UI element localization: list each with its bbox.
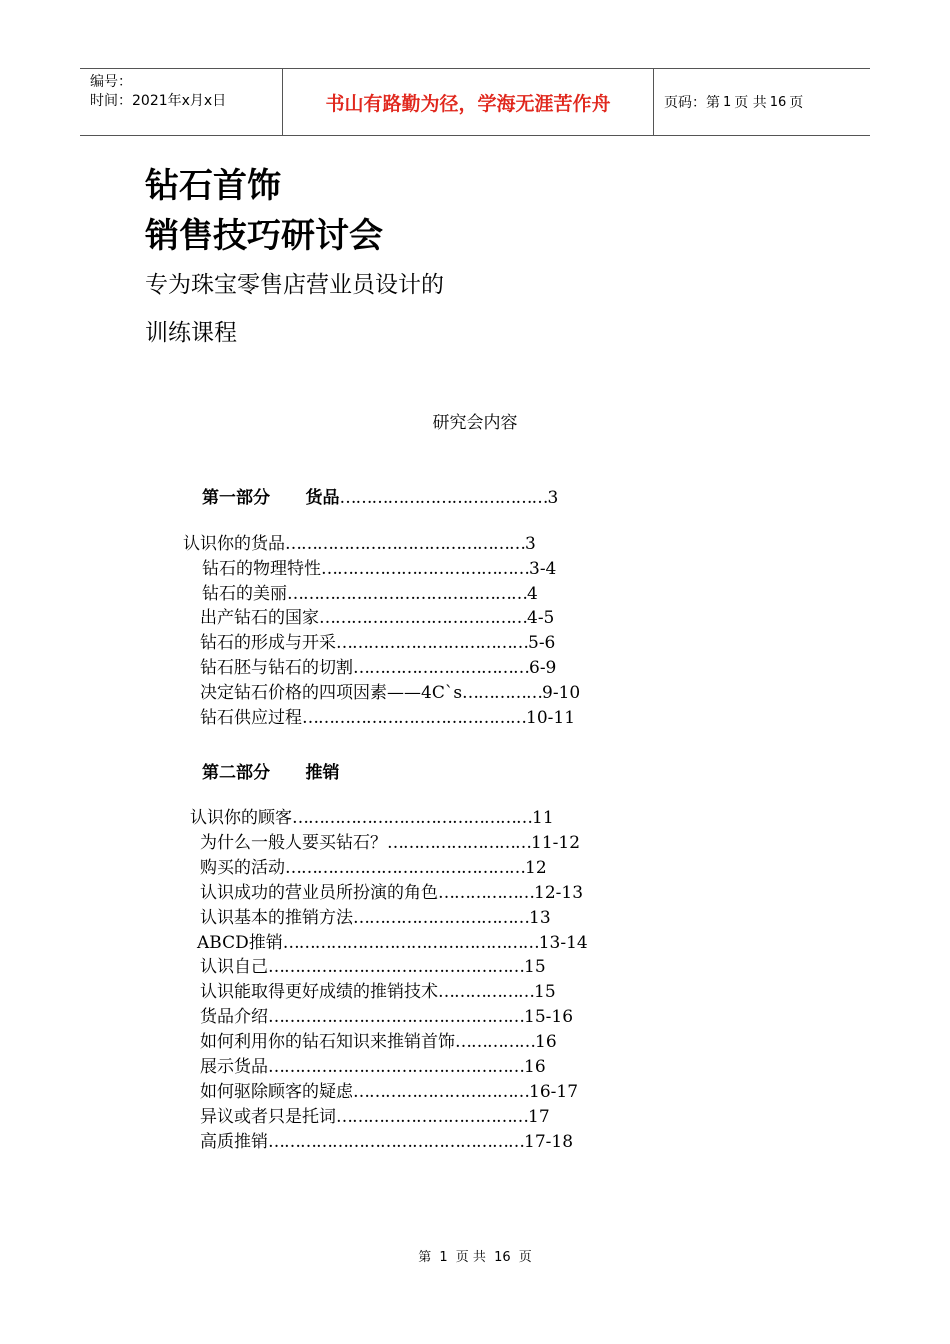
toc-entry-dots: …………………………… bbox=[353, 658, 529, 678]
toc-entry-dots: ………………………………………… bbox=[268, 1007, 524, 1028]
toc-entry bbox=[200, 980, 556, 1004]
toc-entry-dots: ……………………………………… bbox=[292, 808, 532, 828]
toc-entry-page: 3-4 bbox=[529, 558, 557, 579]
title-line-2: 销售技巧研讨会 bbox=[145, 216, 383, 256]
page-current: 1 bbox=[723, 94, 732, 110]
time-label: 时间：2021年x月x日 bbox=[90, 93, 227, 109]
toc-entry-dots: ………………………………… bbox=[321, 558, 529, 579]
toc-entry-text: 认识自己 bbox=[200, 957, 268, 978]
toc-entry-text: 决定钻石价格的四项因素——4C`s bbox=[200, 682, 463, 703]
toc-entry-text: 认识基本的推销方法 bbox=[200, 907, 353, 928]
toc-entry bbox=[200, 606, 554, 630]
toc-entry bbox=[200, 881, 583, 905]
toc-entry-dots: ……………… bbox=[438, 982, 534, 1003]
toc-entry bbox=[200, 1030, 557, 1054]
toc-part-1 bbox=[202, 483, 558, 508]
part-2-label: 第二部分 推销 bbox=[202, 763, 340, 783]
toc-entry-text: 认识能取得更好成绩的推销技术 bbox=[200, 982, 438, 1003]
toc-entry-dots: …………………………… bbox=[353, 1081, 529, 1102]
toc-entry bbox=[200, 681, 580, 705]
toc-entry-text: 钻石胚与钻石的切割 bbox=[200, 658, 353, 678]
toc-entry-dots: ……………………………………… bbox=[285, 857, 525, 878]
toc-entry-dots: …………………………………… bbox=[302, 707, 526, 728]
toc-entry bbox=[200, 1105, 550, 1129]
toc-entry-text: 如何利用你的钻石知识来推销首饰 bbox=[200, 1032, 455, 1053]
toc-entry-dots: ……………………………… bbox=[336, 633, 528, 654]
page-mid: 页 共 bbox=[734, 95, 767, 111]
toc-entry-page: 16 bbox=[535, 1032, 557, 1053]
footer-total: 16 bbox=[494, 1250, 511, 1265]
toc-entry-text: 购买的活动 bbox=[200, 857, 285, 878]
toc-entry-text: 认识你的货品 bbox=[183, 534, 285, 554]
toc-entry-page: 4-5 bbox=[527, 608, 555, 629]
toc-entry-dots: ……………………… bbox=[387, 832, 531, 853]
footer-suffix: 页 bbox=[518, 1250, 532, 1265]
toc-entry-page: 13-14 bbox=[538, 932, 588, 953]
footer-mid: 页 共 bbox=[455, 1250, 486, 1265]
toc-entry-text: 展示货品 bbox=[200, 1057, 268, 1077]
toc-entry bbox=[200, 831, 580, 855]
toc-entry-text: 如何驱除顾客的疑虑 bbox=[200, 1081, 353, 1102]
toc-entry-dots: …………………………… bbox=[353, 907, 529, 928]
toc-entry bbox=[200, 631, 555, 655]
header-meta bbox=[80, 69, 282, 135]
header-page-info bbox=[654, 69, 870, 135]
toc-entry-text: 钻石的美丽 bbox=[202, 583, 287, 604]
toc-entry bbox=[200, 706, 575, 730]
toc-entry bbox=[200, 1005, 573, 1029]
toc-part-2 bbox=[202, 758, 340, 783]
toc-entry-dots: ……………………………………… bbox=[285, 534, 525, 554]
toc-entry-page: 4 bbox=[527, 583, 538, 604]
toc-entry bbox=[200, 1080, 578, 1104]
toc-entry-page: 11 bbox=[532, 808, 554, 828]
toc-entry bbox=[200, 1055, 546, 1079]
toc-entry bbox=[190, 806, 554, 830]
toc-entry-page: 16 bbox=[524, 1057, 546, 1077]
toc-entry-dots: ………………………………… bbox=[319, 608, 527, 629]
toc-entry-text: 货品介绍 bbox=[200, 1007, 268, 1028]
toc-entry-page: 16-17 bbox=[529, 1081, 579, 1102]
page-footer bbox=[0, 1246, 950, 1265]
toc-entry bbox=[200, 656, 556, 680]
page-prefix: 页码：第 bbox=[664, 95, 720, 111]
toc-entry-page: 10-11 bbox=[526, 707, 576, 728]
toc-entry-page: 12-13 bbox=[534, 882, 584, 903]
toc-entry-dots: ………………………………………… bbox=[268, 1057, 524, 1077]
title-line-1: 钻石首饰 bbox=[145, 166, 281, 206]
toc-entry-page: 12 bbox=[525, 857, 547, 878]
toc-entry-text: 出产钻石的国家 bbox=[200, 608, 319, 629]
header-motto: 书山有路勤为径，学海无涯苦作舟 bbox=[282, 69, 654, 135]
subtitle-line-1: 专为珠宝零售店营业员设计的 bbox=[145, 272, 444, 298]
toc-entry-text: 认识你的顾客 bbox=[190, 808, 292, 828]
toc-entry bbox=[200, 906, 551, 930]
document-header bbox=[80, 68, 870, 136]
toc-entry bbox=[197, 931, 588, 955]
part-1-dots: ………………………………… bbox=[339, 488, 548, 508]
part-1-page: 3 bbox=[547, 488, 559, 508]
toc-entry-text: 高质推销 bbox=[200, 1131, 268, 1152]
page-total: 16 bbox=[769, 94, 787, 110]
toc-entry-dots: …………… bbox=[455, 1032, 535, 1053]
toc-entry-dots: ……………………………………… bbox=[287, 583, 527, 604]
toc-entry bbox=[183, 532, 536, 556]
toc-entry bbox=[200, 856, 547, 880]
toc-entry-dots: ………………………………………… bbox=[268, 957, 524, 978]
toc-entry bbox=[202, 582, 538, 606]
toc-entry-page: 5-6 bbox=[528, 633, 556, 654]
toc-entry-dots: ……………… bbox=[438, 882, 534, 903]
footer-prefix: 第 bbox=[418, 1250, 432, 1265]
toc-entry-page: 17-18 bbox=[524, 1131, 574, 1152]
toc-entry-dots: ………………………………………… bbox=[268, 1131, 524, 1152]
toc-entry-page: 13 bbox=[529, 907, 551, 928]
toc-entry-page: 17 bbox=[528, 1106, 550, 1127]
toc-entry-text: 认识成功的营业员所扮演的角色 bbox=[200, 882, 438, 903]
subtitle-line-2: 训练课程 bbox=[145, 320, 237, 346]
toc-entry-page: 15 bbox=[524, 957, 546, 978]
toc-entry-page: 11-12 bbox=[531, 832, 581, 853]
toc-entry-dots: ……………………………… bbox=[336, 1106, 528, 1127]
toc-entry-page: 9-10 bbox=[542, 682, 581, 703]
toc-entry-dots: ………………………………………… bbox=[282, 932, 539, 953]
toc-entry-text: 钻石的形成与开采 bbox=[200, 633, 336, 654]
toc-entry-page: 15 bbox=[534, 982, 556, 1003]
toc-heading: 研究会内容 bbox=[432, 413, 518, 433]
toc-entry-text: 为什么一般人要买钻石？ bbox=[200, 832, 387, 853]
toc-entry bbox=[202, 557, 556, 581]
toc-entry-page: 15-16 bbox=[524, 1007, 574, 1028]
number-label: 编号： bbox=[90, 74, 132, 90]
toc-entry-text: 钻石供应过程 bbox=[200, 707, 302, 728]
footer-current: 1 bbox=[439, 1250, 448, 1265]
page-suffix: 页 bbox=[789, 95, 804, 111]
toc-entry bbox=[200, 1130, 573, 1154]
toc-entry bbox=[200, 955, 546, 979]
toc-entry-page: 6-9 bbox=[529, 658, 557, 678]
part-1-label: 第一部分 货品 bbox=[202, 488, 340, 508]
toc-entry-text: 钻石的物理特性 bbox=[202, 558, 321, 579]
toc-entry-text: 异议或者只是托词 bbox=[200, 1106, 336, 1127]
toc-entry-text: ABCD推销 bbox=[197, 932, 283, 953]
toc-entry-dots: …………… bbox=[462, 682, 543, 703]
toc-entry-page: 3 bbox=[525, 534, 536, 554]
